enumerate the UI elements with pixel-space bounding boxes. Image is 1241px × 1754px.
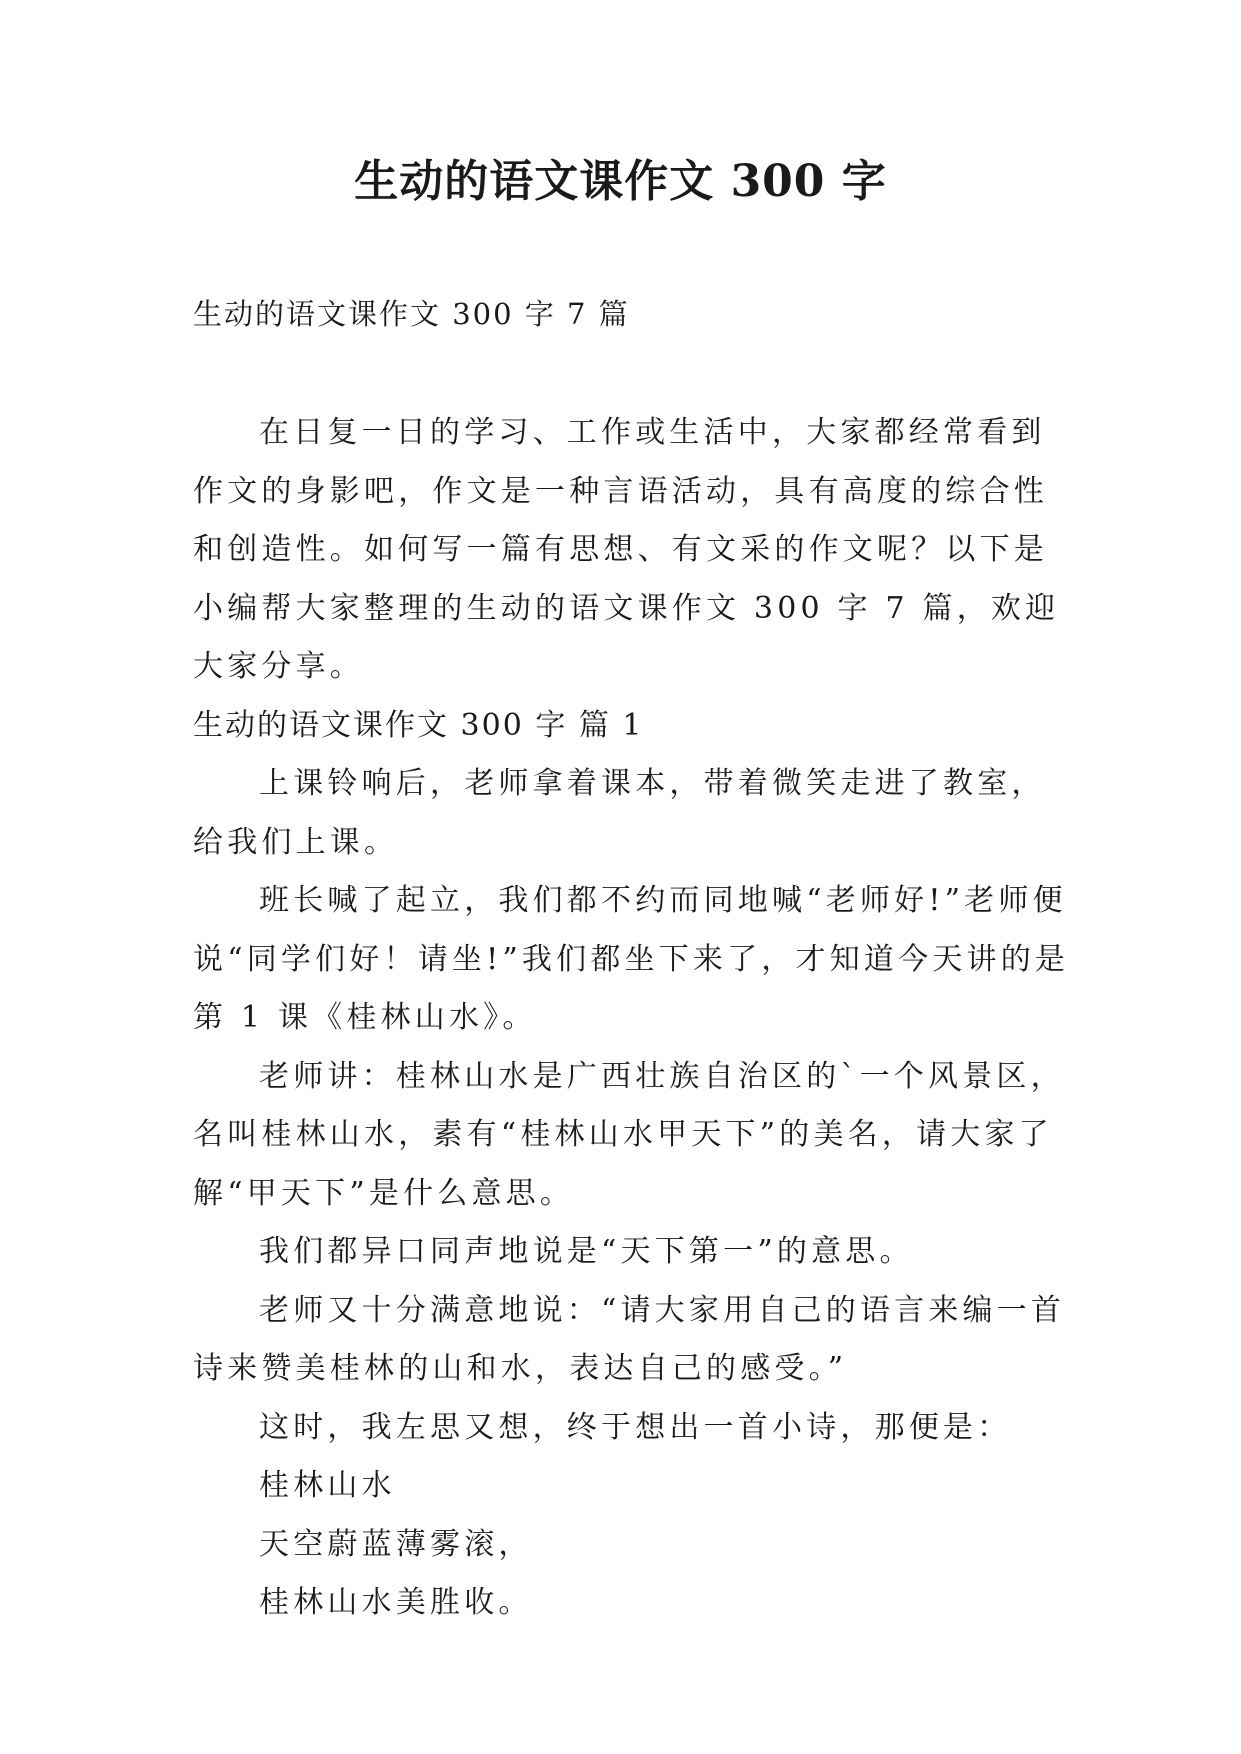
poem-title: 桂林山水 (259, 1468, 396, 1503)
paragraph: 老师又十分满意地说：“请大家用自己的语言来编一首诗来赞美桂林的山和水，表达自己的感受。” (193, 1292, 1066, 1386)
paragraph: 老师讲：桂林山水是广西壮族自治区的`一个风景区，名叫桂林山水，素有“桂林山水甲天下”的美名，请大家了解“甲天下”是什么意思。 (193, 1058, 1065, 1211)
poem-line: 天空蔚蓝薄雾滚， (259, 1526, 533, 1562)
paragraph: 上课铃响后，老师拿着课本，带着微笑走进了教室，给我们上课。 (193, 766, 1046, 860)
paragraph: 这时，我左思又想，终于想出一首小诗，那便是： (259, 1409, 1012, 1445)
poem-line: 桂林山水美胜收。 (259, 1585, 533, 1620)
document-body (193, 404, 1073, 1633)
document-title: 生动的语文课作文 300 字 (354, 156, 887, 207)
paragraph-intro: 在日复一日的学习、工作或生活中，大家都经常看到作文的身影吧，作文是一种言语活动，具有高度的综合性和创造性。如何写一篇有思想、有文采的作文呢？以下是小编帮大家整理的生动的语文课作文 300 字 7 篇，欢迎大家分享。 (193, 415, 1060, 684)
document-subtitle: 生动的语文课作文 300 字 7 篇 (193, 297, 630, 331)
paragraph: 我们都异口同声地说是“天下第一”的意思。 (259, 1234, 914, 1269)
paragraph: 班长喊了起立，我们都不约而同地喊“老师好!”老师便说“同学们好！请坐!”我们都坐下来了，才知道今天讲的是第 1 课《桂林山水》。 (193, 883, 1070, 1035)
section-heading: 生动的语文课作文 300 字 篇 1 (193, 707, 644, 743)
